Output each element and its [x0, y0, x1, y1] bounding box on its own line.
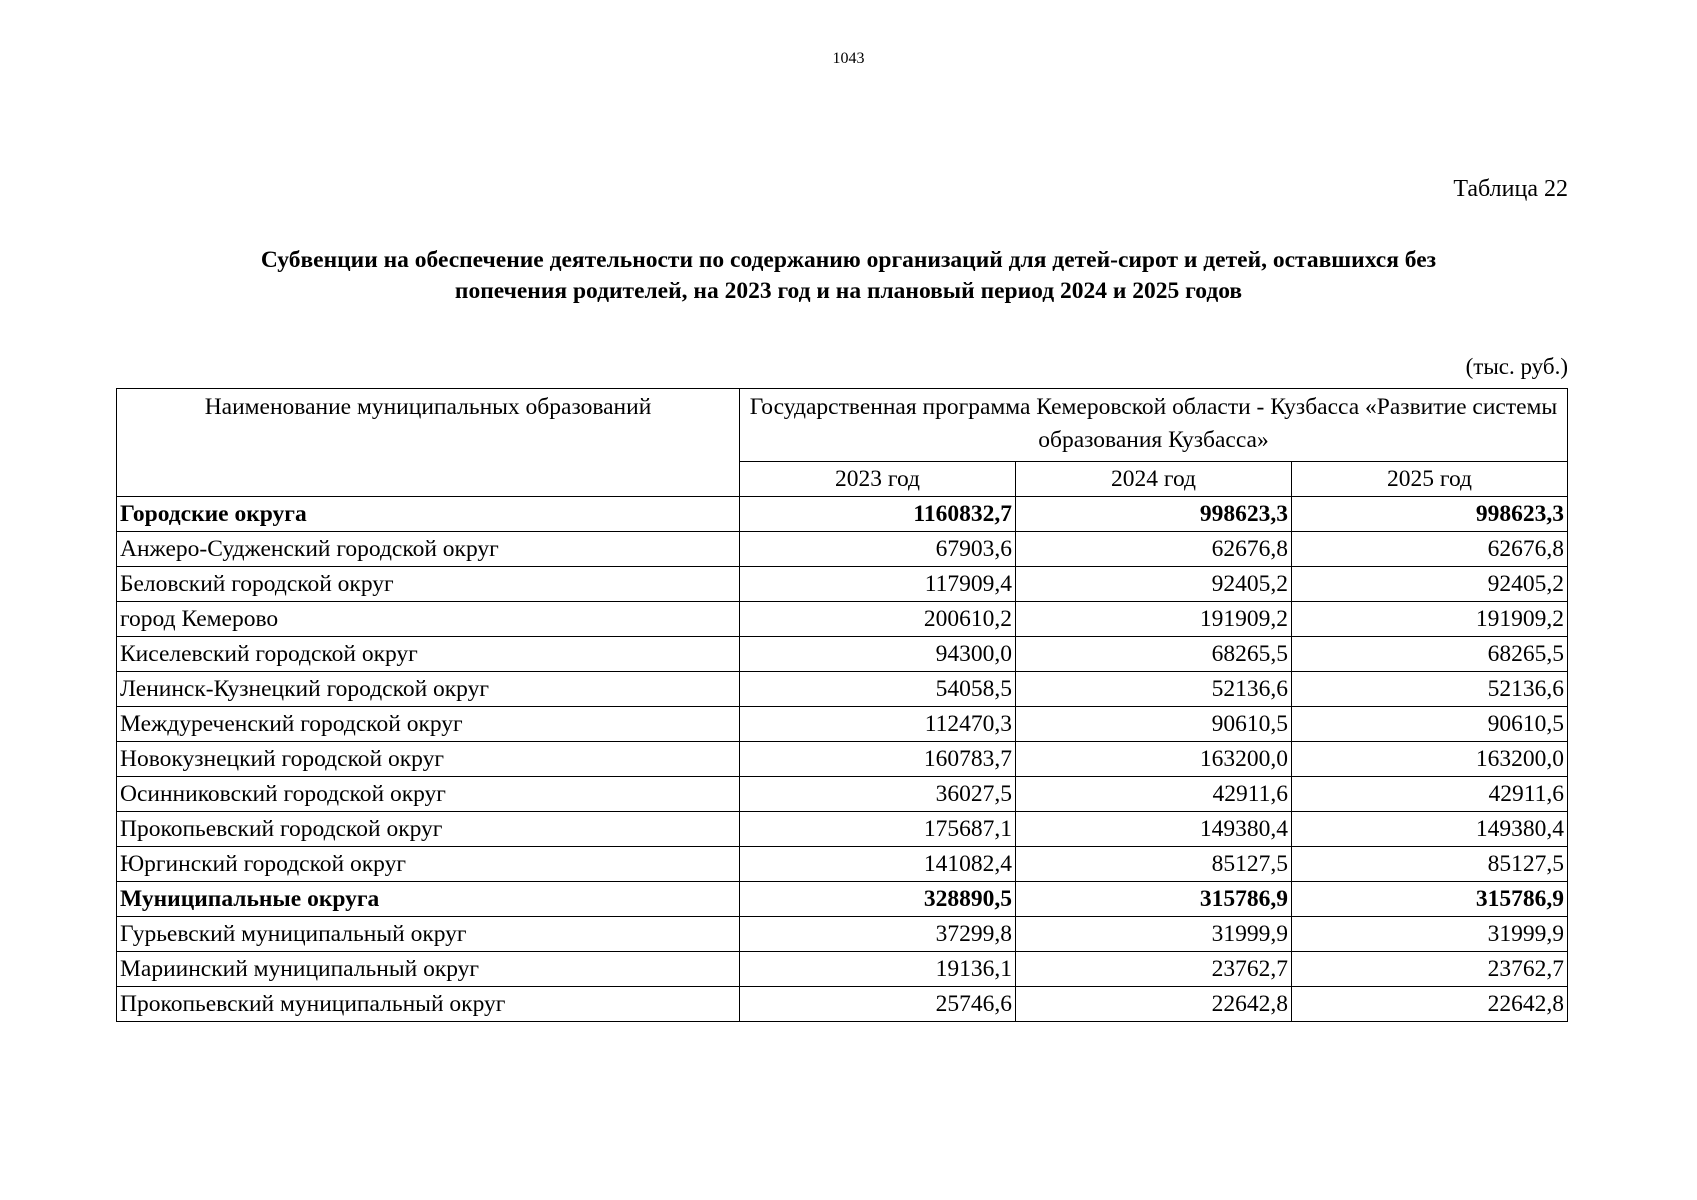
table-row [117, 952, 1568, 987]
table-body [117, 497, 1568, 1022]
title-line-1: Субвенции на обеспечение деятельности по содержанию организаций для детей-сирот и детей, оставшихся без [260, 247, 1437, 273]
value-2023-cell: 37299,8 [740, 917, 1016, 952]
value-2024-cell: 998623,3 [1016, 497, 1292, 532]
header-year-2025: 2025 год [1292, 462, 1568, 497]
value-2024-cell: 68265,5 [1016, 637, 1292, 672]
header-year-2024: 2024 год [1016, 462, 1292, 497]
municipality-name-cell: Городские округа [117, 497, 740, 532]
value-2024-cell: 163200,0 [1016, 742, 1292, 777]
header-municipality-name: Наименование муниципальных образований [117, 389, 740, 497]
municipality-name-cell: Гурьевский муниципальный округ [117, 917, 740, 952]
table-row [117, 532, 1568, 567]
table-row [117, 777, 1568, 812]
value-2024-cell: 52136,6 [1016, 672, 1292, 707]
table-row [117, 637, 1568, 672]
header-year-2023: 2023 год [740, 462, 1016, 497]
table-row [117, 987, 1568, 1022]
value-2023-cell: 200610,2 [740, 602, 1016, 637]
value-2024-cell: 31999,9 [1016, 917, 1292, 952]
value-2023-cell: 141082,4 [740, 847, 1016, 882]
value-2023-cell: 25746,6 [740, 987, 1016, 1022]
value-2025-cell: 191909,2 [1292, 602, 1568, 637]
municipality-name-cell: Междуреченский городской округ [117, 707, 740, 742]
value-2023-cell: 1160832,7 [740, 497, 1016, 532]
municipality-name-cell: Анжеро-Судженский городской округ [117, 532, 740, 567]
value-2024-cell: 62676,8 [1016, 532, 1292, 567]
value-2023-cell: 117909,4 [740, 567, 1016, 602]
value-2023-cell: 160783,7 [740, 742, 1016, 777]
value-2024-cell: 42911,6 [1016, 777, 1292, 812]
table-row [117, 847, 1568, 882]
value-2025-cell: 90610,5 [1292, 707, 1568, 742]
value-2025-cell: 42911,6 [1292, 777, 1568, 812]
municipality-name-cell: Новокузнецкий городской округ [117, 742, 740, 777]
table-row [117, 742, 1568, 777]
municipality-name-cell: Мариинский муниципальный округ [117, 952, 740, 987]
value-2023-cell: 94300,0 [740, 637, 1016, 672]
title-line-2: попечения родителей, на 2023 год и на плановый период 2024 и 2025 годов [454, 278, 1243, 304]
municipality-name-cell: Беловский городской округ [117, 567, 740, 602]
table-row [117, 602, 1568, 637]
municipality-name-cell: Прокопьевский городской округ [117, 812, 740, 847]
table-label: Таблица 22 [1453, 176, 1568, 202]
value-2025-cell: 31999,9 [1292, 917, 1568, 952]
value-2023-cell: 67903,6 [740, 532, 1016, 567]
table-group-row [117, 882, 1568, 917]
municipality-name-cell: Муниципальные округа [117, 882, 740, 917]
value-2025-cell: 23762,7 [1292, 952, 1568, 987]
table-group-row [117, 497, 1568, 532]
municipality-name-cell: Киселевский городской округ [117, 637, 740, 672]
value-2024-cell: 191909,2 [1016, 602, 1292, 637]
value-2024-cell: 315786,9 [1016, 882, 1292, 917]
value-2023-cell: 19136,1 [740, 952, 1016, 987]
value-2025-cell: 85127,5 [1292, 847, 1568, 882]
value-2025-cell: 998623,3 [1292, 497, 1568, 532]
subvention-table [116, 388, 1568, 1022]
header-program: Государственная программа Кемеровской области - Кузбасса «Развитие системы образования Кузбасса» [740, 389, 1568, 462]
value-2024-cell: 85127,5 [1016, 847, 1292, 882]
value-2025-cell: 315786,9 [1292, 882, 1568, 917]
table-row [117, 672, 1568, 707]
value-2025-cell: 163200,0 [1292, 742, 1568, 777]
value-2025-cell: 22642,8 [1292, 987, 1568, 1022]
table-row [117, 707, 1568, 742]
value-2023-cell: 54058,5 [740, 672, 1016, 707]
value-2024-cell: 23762,7 [1016, 952, 1292, 987]
table-row [117, 917, 1568, 952]
value-2024-cell: 149380,4 [1016, 812, 1292, 847]
municipality-name-cell: Осинниковский городской округ [117, 777, 740, 812]
table-row [117, 567, 1568, 602]
municipality-name-cell: Ленинск-Кузнецкий городской округ [117, 672, 740, 707]
units-label: (тыс. руб.) [1465, 354, 1568, 379]
municipality-name-cell: Прокопьевский муниципальный округ [117, 987, 740, 1022]
value-2024-cell: 90610,5 [1016, 707, 1292, 742]
municipality-name-cell: Юргинский городской округ [117, 847, 740, 882]
page-number: 1043 [832, 50, 865, 67]
value-2024-cell: 22642,8 [1016, 987, 1292, 1022]
value-2025-cell: 52136,6 [1292, 672, 1568, 707]
value-2023-cell: 112470,3 [740, 707, 1016, 742]
value-2023-cell: 175687,1 [740, 812, 1016, 847]
document-title [170, 245, 1527, 307]
value-2025-cell: 68265,5 [1292, 637, 1568, 672]
municipality-name-cell: город Кемерово [117, 602, 740, 637]
value-2025-cell: 92405,2 [1292, 567, 1568, 602]
value-2025-cell: 62676,8 [1292, 532, 1568, 567]
value-2025-cell: 149380,4 [1292, 812, 1568, 847]
value-2024-cell: 92405,2 [1016, 567, 1292, 602]
value-2023-cell: 36027,5 [740, 777, 1016, 812]
value-2023-cell: 328890,5 [740, 882, 1016, 917]
table-row [117, 812, 1568, 847]
